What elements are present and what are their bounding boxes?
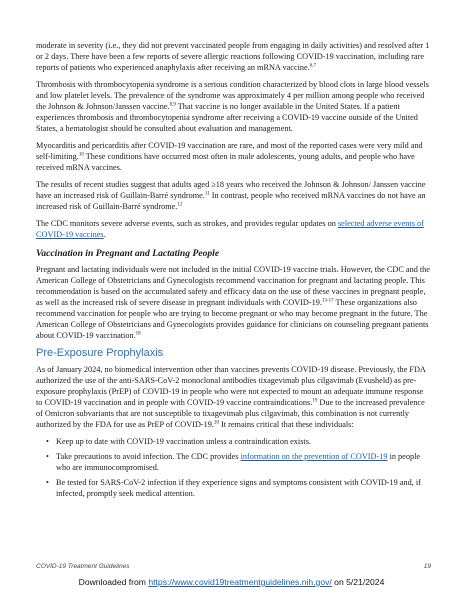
recommendation-list (36, 436, 430, 499)
paragraph-pregnancy: Pregnant and lactating individuals were not included in the initial COVID-19 vaccine trials. However, the CDC and the American College of Obstetricians and Gynecologists recommend vaccination for pregnant and lactating people. This recommendation is based on the accumulated safety and efficacy data on the use of these vaccines in pregnant people, as well as the increased risk of severe disease in pregnant individuals with COVID-19.$^{13-17}$ These organizations also recommend vaccination for people who are trying to become pregnant or who may become pregnant in the future. The American College of Obstetricians and Gynecologists provides guidance for clinicians on counseling pregnant patients about COVID-19 vaccination.$^{18}$ (36, 265, 430, 340)
paragraph-guillain-barre: The results of recent studies suggest that adults aged ≥18 years who received the Johnson & Johnson/ Janssen vaccine have an increased risk of Guillain-Barré syndrome.$^{11}$ In contrast, people who received mRNA vaccines do not have an increased risk of Guillain-Barré syndrome.$^{12}$ (36, 180, 426, 211)
page-footer (36, 563, 431, 570)
paragraph-myocarditis: Myocarditis and pericarditis after COVID-19 vaccination are rare, and most of the reported cases were very mild and self-limiting.$^{10}$ These conditions have occurred most often in male adolescents, young adults, and people who have received mRNA vaccines. (36, 141, 423, 172)
footer-title: COVID-19 Treatment Guidelines (36, 563, 130, 570)
paragraph-prep: As of January 2024, no biomedical intervention other than vaccines prevents COVID-19 disease. Previously, the FDA authorized the use of the anti-SARS-CoV-2 monoclonal antibodies tixagevimab plus cilgavimab (Evusheld) as pre-exposure prophylaxis (PrEP) of COVID-19 in people who were not expected to mount an adequate immune response to COVID-19 vaccination and in people with COVID-19 vaccine contraindications.$^{19}$ Due to the increased prevalence of Omicron subvariants that are not susceptible to tixagevimab plus cilgavimab, this combination is not currently authorized by the FDA for use as PrEP of COVID-19.20 It remains critical that these individuals: (36, 365, 426, 429)
paragraph-thrombosis: Thrombosis with thrombocytopenia syndrome is a serious condition characterized by blood clots in large blood vessels and low platelet levels. The prevalence of the syndrome was approximately 4 per million among people who received the Johnson & Johnson/Janssen vaccine.$^{8,9}$ That vaccine is no longer available in the United States. If a patient experiences thrombosis and thrombocytopenia syndrome after receiving a COVID-19 vaccine outside of the United States, a hematologist should be consulted about evaluation and management. (36, 80, 429, 133)
document-body (36, 40, 430, 503)
source-url-link[interactable]: https://www.covid19treatmentguidelines.nih.gov/ (148, 577, 332, 587)
download-notice: Downloaded from https://www.covid19treatmentguidelines.nih.gov/ on 5/21/2024 (78, 577, 385, 587)
adverse-events-link[interactable]: selected adverse events of COVID-19 vaccines (36, 219, 424, 239)
list-item: • Be tested for SARS-CoV-2 infection if they experience signs and symptoms consistent with COVID-19 and, if infected, promptly seek medical attention. (46, 477, 430, 499)
paragraph-cdc-monitoring: The CDC monitors severe adverse events, such as strokes, and provides regular updates on selected adverse events of COVID-19 vaccines. (36, 219, 424, 239)
prevention-info-link[interactable]: information on the prevention of COVID-19 (240, 452, 388, 461)
page-number: 19 (423, 563, 431, 570)
list-item: • Keep up to date with COVID-19 vaccination unless a contraindication exists. (46, 436, 430, 447)
heading-pregnant-lactating: Vaccination in Pregnant and Lactating People (36, 248, 220, 259)
heading-pre-exposure-prophylaxis: Pre-Exposure Prophylaxis (36, 347, 164, 359)
paragraph-allergic-reactions: moderate in severity (i.e., they did not prevent vaccinated people from engaging in daily activities) and resolved after 1 or 2 days. There have been a few reports of severe allergic reactions following COVID-19 vaccination, including rare reports of patients who experienced anaphylaxis after receiving an mRNA vaccine.$^{6,7}$ (36, 41, 430, 72)
list-item: • Take precautions to avoid infection. The CDC provides information on the prevention of COVID-19 in people who are immunocompromised. (46, 451, 430, 473)
